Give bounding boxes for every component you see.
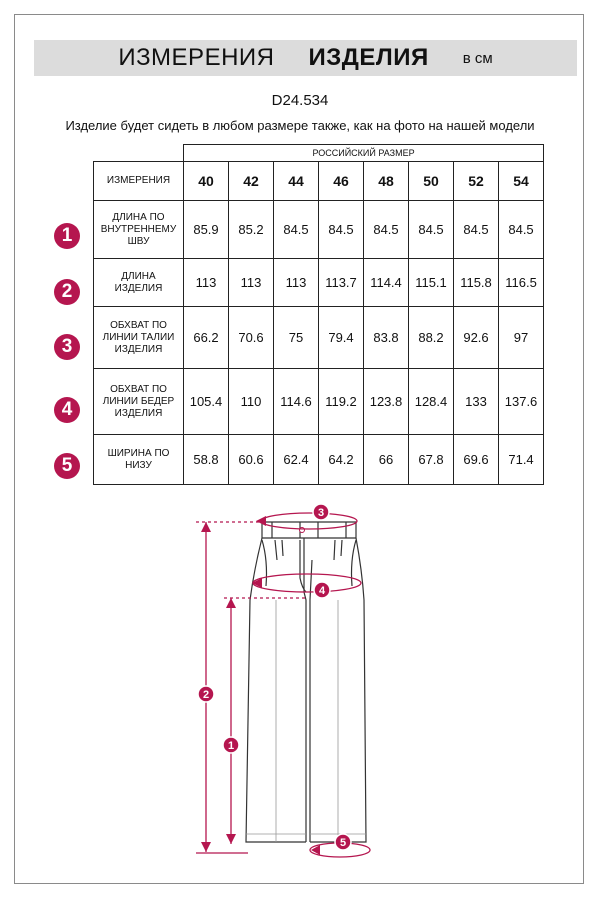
russian-size-header: РОССИЙСКИЙ РАЗМЕР [184,145,544,162]
value-cell: 123.8 [364,369,409,435]
value-cell: 113 [184,259,229,307]
size-header-cell: 52 [454,162,499,201]
arrow-heads [201,516,320,855]
fit-note: Изделие будет сидеть в любом размере также, как на фото на нашей модели [65,118,535,133]
article-number: D24.534 [271,92,329,109]
value-cell: 66.2 [184,307,229,369]
value-cell: 119.2 [319,369,364,435]
size-header-cell: 46 [319,162,364,201]
value-cell: 113.7 [319,259,364,307]
row-label-line: ИЗДЕЛИЯ [114,407,163,419]
value-cell: 83.8 [364,307,409,369]
left-inner-seam [304,538,306,842]
row-number-badge: 4 [54,397,80,423]
value-cell: 67.8 [409,435,454,485]
marker-3 [313,504,329,520]
right-inner-seam [310,560,312,842]
value-cell: 85.2 [229,201,274,259]
marker-4 [314,582,330,598]
value-cell: 70.6 [229,307,274,369]
value-cell: 85.9 [184,201,229,259]
value-cell: 88.2 [409,307,454,369]
value-cell: 84.5 [364,201,409,259]
value-cell: 84.5 [274,201,319,259]
fly-stitch [300,540,306,592]
value-cell: 115.8 [454,259,499,307]
value-cell: 116.5 [499,259,544,307]
row-label-line: ЛИНИИ ТАЛИИ [102,331,175,343]
value-cell: 84.5 [409,201,454,259]
row-label-line: ИЗДЕЛИЯ [114,282,163,294]
size-header-cell: 42 [229,162,274,201]
row-label-line: ИЗДЕЛИЯ [114,343,163,355]
value-cell: 114.6 [274,369,319,435]
row-label-line: ШИРИНА ПО [107,447,170,459]
value-cell: 128.4 [409,369,454,435]
row-label-line: ДЛИНА [121,270,156,282]
size-header-cell: 48 [364,162,409,201]
value-cell: 64.2 [319,435,364,485]
value-cell: 113 [229,259,274,307]
value-cell: 105.4 [184,369,229,435]
row-label-line: ЛИНИИ БЕДЕР [102,395,175,407]
arrow-up-icon [201,522,211,532]
title-unit: в см [462,49,493,67]
value-cell: 58.8 [184,435,229,485]
value-cell: 79.4 [319,307,364,369]
value-cell: 114.4 [364,259,409,307]
crease-lines [276,600,338,842]
arrow-down-icon [201,842,211,852]
row-label-line: НИЗУ [125,459,152,471]
value-cell: 71.4 [499,435,544,485]
value-cell: 84.5 [499,201,544,259]
arrow-down-icon [226,834,236,844]
belt-loops [272,522,346,538]
value-cell: 110 [229,369,274,435]
marker-1 [223,737,239,753]
title-measurements: ИЗМЕРЕНИЯ [118,44,275,71]
hip-ellipse [253,574,361,592]
row-label-line: ОБХВАТ ПО [110,319,167,331]
left-pocket [262,540,267,586]
measurements-column-header: ИЗМЕРЕНИЯ [94,162,184,201]
arrow-left-icon [256,516,266,526]
value-cell: 113 [274,259,319,307]
waist-ellipse [261,513,357,529]
row-number-badge: 5 [54,453,80,479]
marker-1-label: 1 [227,740,235,752]
marker-4-label: 4 [318,585,326,597]
marker-2 [198,686,214,702]
marker-2-label: 2 [202,689,210,701]
size-header-cell: 50 [409,162,454,201]
value-cell: 97 [499,307,544,369]
value-cell: 75 [274,307,319,369]
value-cell: 60.6 [229,435,274,485]
marker-3-label: 3 [317,507,325,519]
value-cell: 137.6 [499,369,544,435]
size-header-cell: 54 [499,162,544,201]
row-label-line: ВНУТРЕННЕМУ [100,223,177,235]
value-cell: 115.1 [409,259,454,307]
row-label-line: ОБХВАТ ПО [110,383,167,395]
row-label-line: ШВУ [127,235,150,247]
value-cell: 69.6 [454,435,499,485]
value-cell: 133 [454,369,499,435]
title-product: ИЗДЕЛИЯ [308,44,429,71]
size-header-cell: 44 [274,162,319,201]
row-number-badge: 2 [54,279,80,305]
row-number-badge: 3 [54,334,80,360]
waistband [262,522,356,538]
row-number-badge: 1 [54,223,80,249]
value-cell: 66 [364,435,409,485]
marker-5-label: 5 [339,837,347,849]
arrow-up-icon [226,598,236,608]
value-cell: 84.5 [319,201,364,259]
row-label-line: ДЛИНА ПО [112,211,165,223]
size-header-cell: 40 [184,162,229,201]
pleats [275,540,342,560]
value-cell: 84.5 [454,201,499,259]
value-cell: 62.4 [274,435,319,485]
value-cell: 92.6 [454,307,499,369]
measurement-guides [196,513,370,857]
marker-5 [335,834,351,850]
trousers-outline [246,522,366,842]
